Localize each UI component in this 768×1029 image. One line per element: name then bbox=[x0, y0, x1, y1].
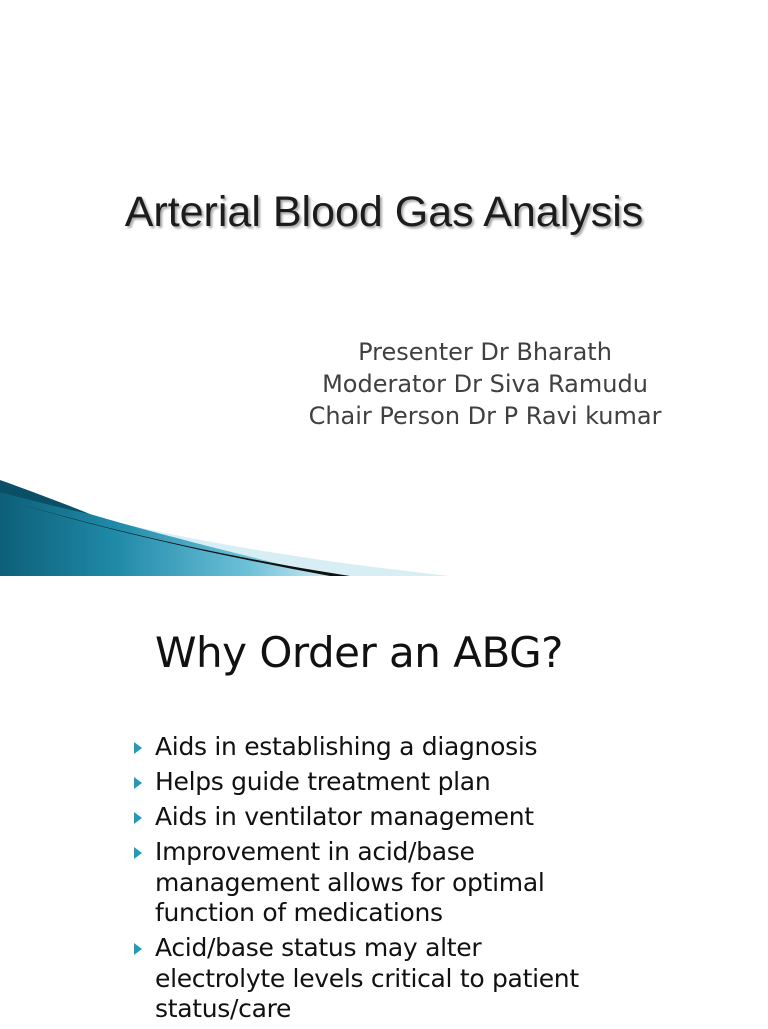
bullet-line: status/care bbox=[155, 994, 292, 1023]
bullet-line: Aids in establishing a diagnosis bbox=[155, 732, 538, 761]
moderator-line: Moderator Dr Siva Ramudu bbox=[322, 370, 648, 398]
chair-person-line: Chair Person Dr P Ravi kumar bbox=[308, 402, 662, 430]
bullet-line: management allows for optimal bbox=[155, 867, 545, 897]
bullet-line: Acid/base status may alter bbox=[155, 933, 482, 962]
bullet-item bbox=[132, 767, 752, 798]
slide-title: Arterial Blood Gas Analysis bbox=[124, 188, 644, 236]
triangle-right-icon bbox=[134, 742, 142, 754]
bullet-item bbox=[132, 732, 752, 763]
triangle-right-icon bbox=[134, 777, 142, 789]
bullet-line: Aids in ventilator management bbox=[155, 802, 534, 831]
triangle-right-icon bbox=[134, 943, 142, 955]
presenter-line: Presenter Dr Bharath bbox=[358, 338, 612, 366]
bullet-line: Helps guide treatment plan bbox=[155, 767, 491, 796]
bullet-item bbox=[132, 837, 752, 929]
triangle-right-icon bbox=[134, 812, 142, 824]
bullet-line: electrolyte levels critical to patient bbox=[155, 963, 579, 993]
bullet-line: Improvement in acid/base bbox=[155, 837, 475, 866]
bullet-item bbox=[132, 802, 752, 833]
presenter-info bbox=[260, 336, 710, 432]
bullet-item bbox=[132, 933, 752, 1025]
bullet-line: function of medications bbox=[155, 898, 443, 927]
bullet-list bbox=[132, 732, 752, 1029]
slide-heading: Why Order an ABG? bbox=[155, 628, 563, 677]
triangle-right-icon bbox=[134, 847, 142, 859]
swoosh-graphic bbox=[0, 480, 768, 576]
